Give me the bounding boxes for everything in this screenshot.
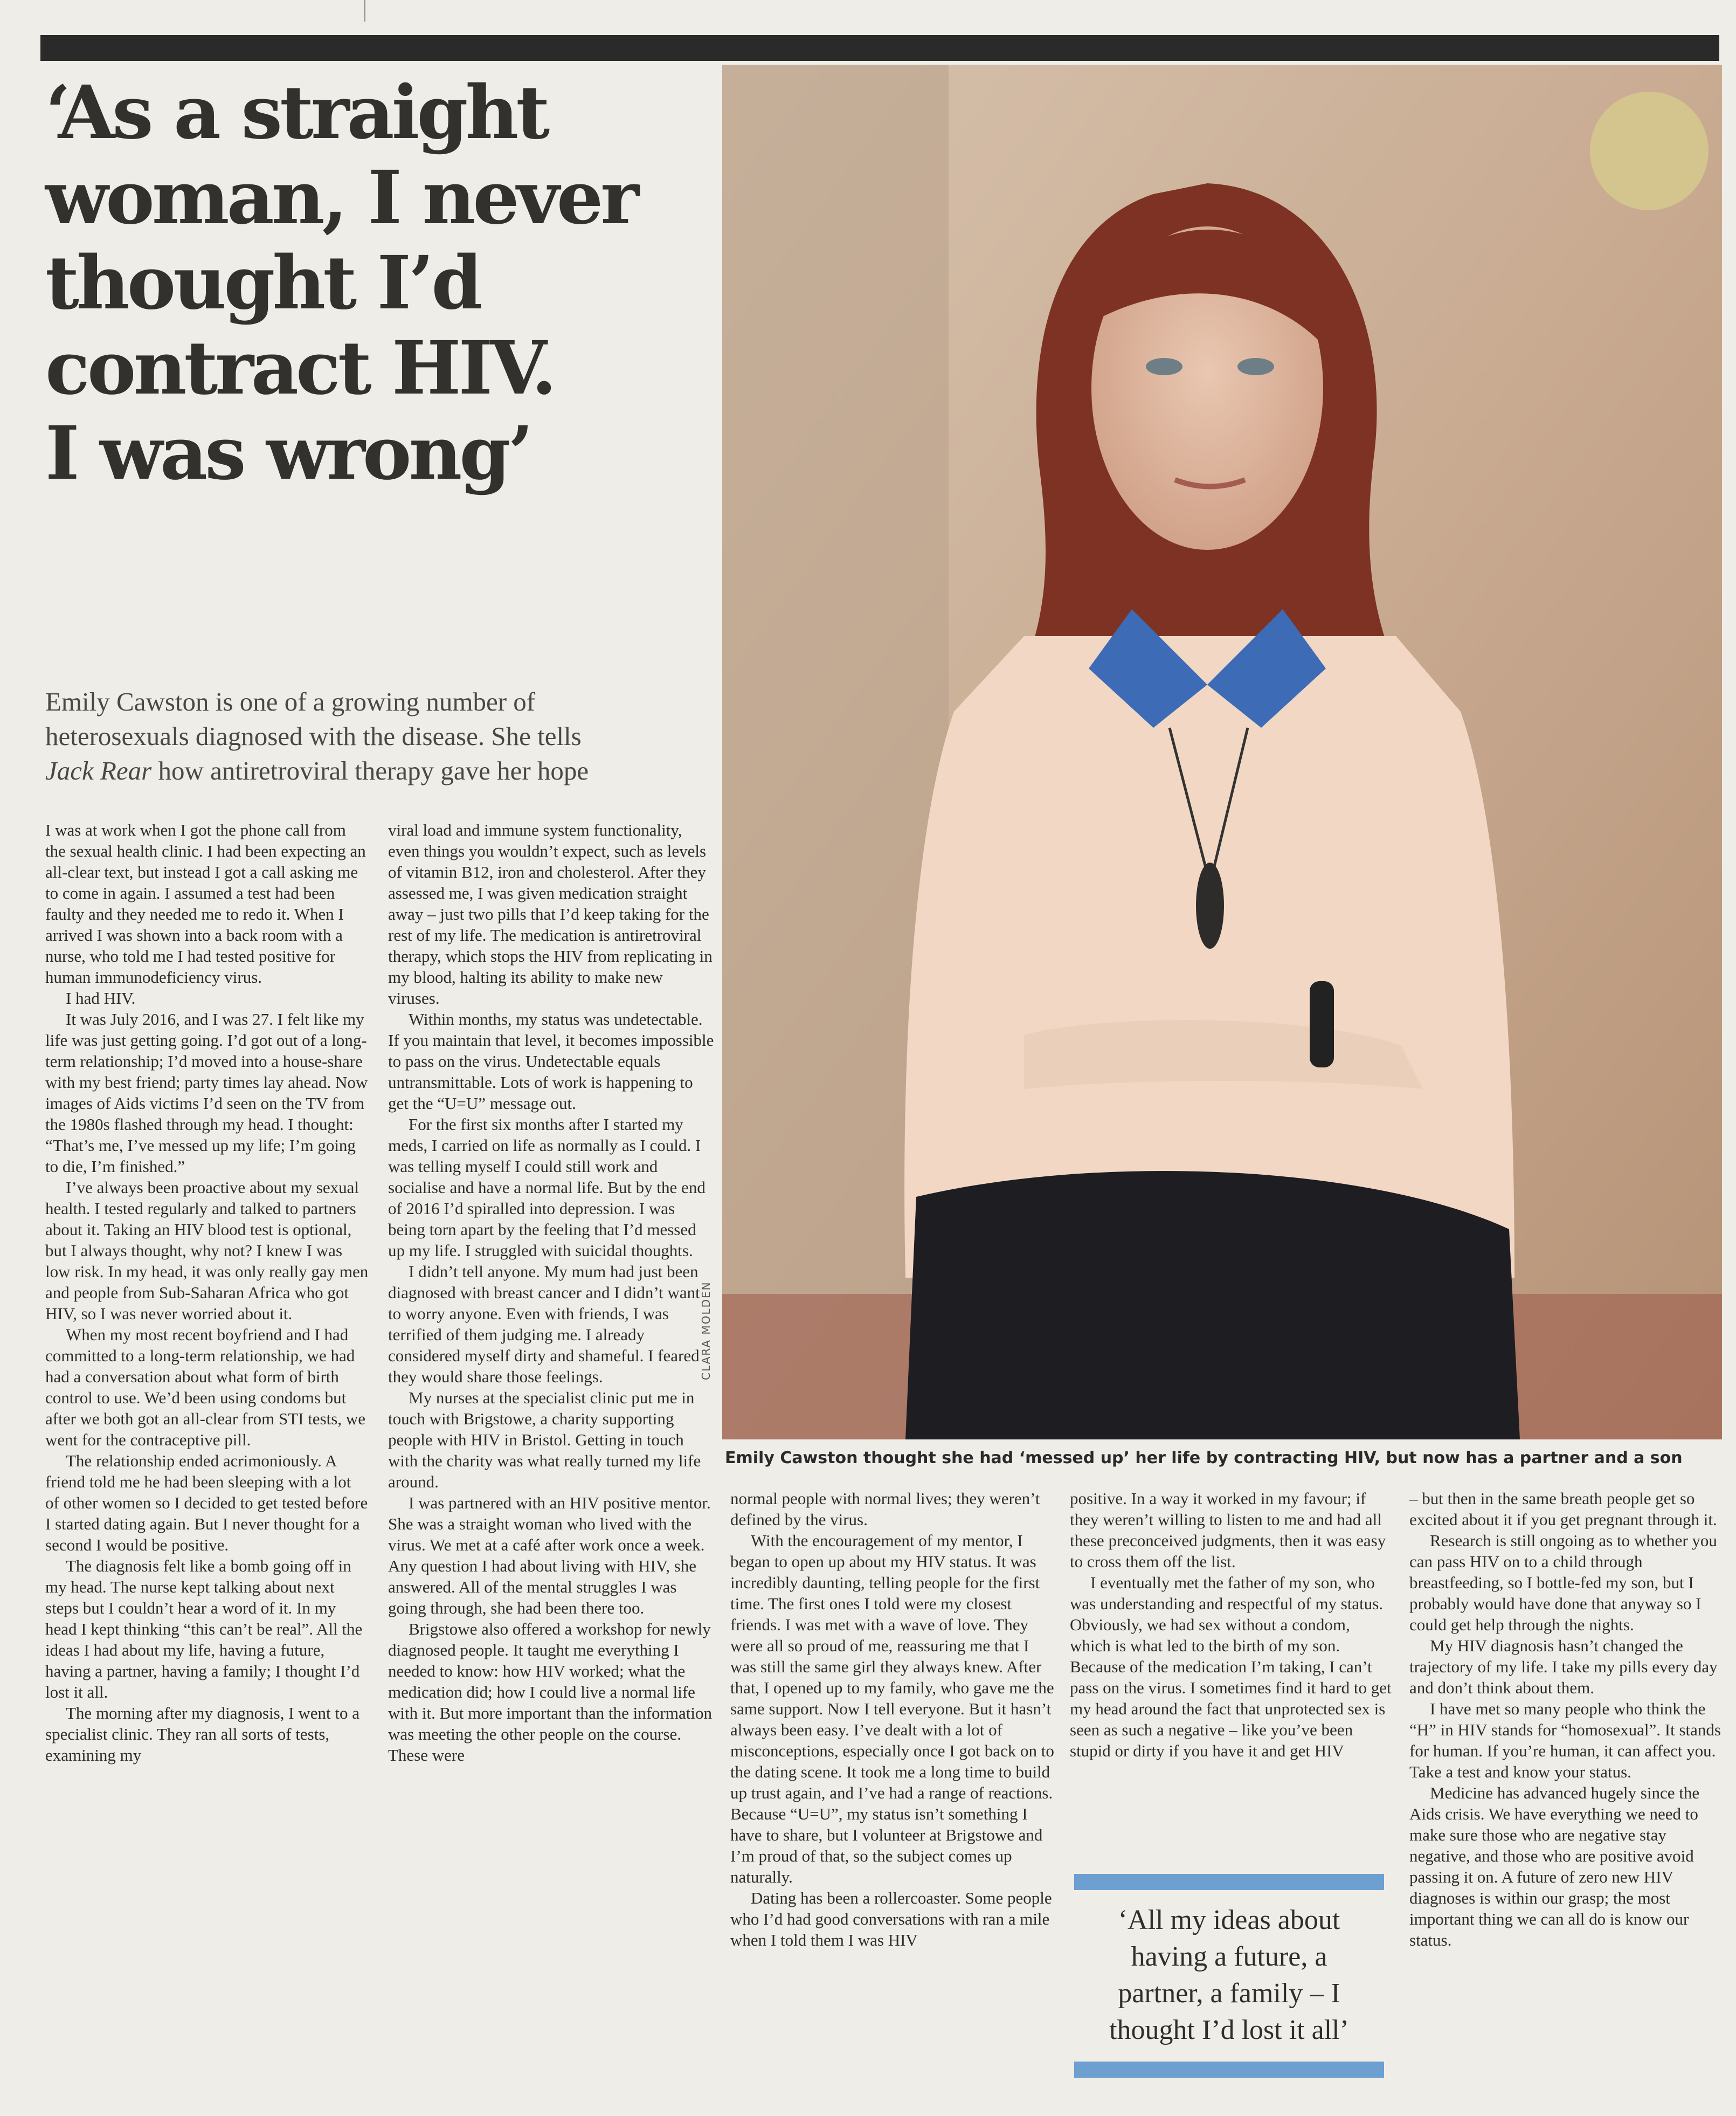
headline-line: I was wrong’ bbox=[45, 410, 531, 497]
author-name: Jack Rear bbox=[45, 756, 152, 785]
article-column-5 bbox=[1409, 1488, 1722, 1950]
photo-caption: Emily Cawston thought she had ‘messed up’ her life by contracting HIV, but now has a partner and a son bbox=[725, 1449, 1683, 1467]
paragraph: For the first six months after I started my meds, I carried on life as normally as I could. I was telling myself I could still work and socialise and have a normal life. But by the end of 2016 I’d spiralled into depression. I was being torn apart by the feeling that I’d messed up my life. I struggled with suicidal thoughts. bbox=[388, 1115, 706, 1260]
pull-quote bbox=[1074, 1874, 1384, 2078]
article-column-2 bbox=[388, 819, 714, 1766]
paragraph: The diagnosis felt like a bomb going off in my head. The nurse kept talking about next steps but I couldn’t hear a word of it. In my head I kept thinking “this can’t be real”. All the ideas I had about my life, having a future, having a partner, having a family; I thought I’d lost it all. bbox=[45, 1556, 363, 1701]
paragraph: I had HIV. bbox=[66, 989, 136, 1008]
paragraph: Medicine has advanced hugely since the Aids crisis. We have everything we need to make sure those who are negative stay negative, and those who are positive avoid passing it on. A future of zero new HIV diagnoses is within our grasp; the most important thing we can all do is know our status. bbox=[1409, 1783, 1700, 1949]
paragraph: viral load and immune system functionality, even things you wouldn’t expect, such as levels of vitamin B12, iron and cholesterol. After they assessed me, I was given medication straight away – just two pills that I’d keep taking for the rest of my life. The medication is antiretroviral therapy, which stops the HIV from replicating in my blood, halting its ability to make new viruses. bbox=[388, 821, 713, 1008]
paragraph: My HIV diagnosis hasn’t changed the trajectory of my life. I take my pills every day and don’t think about them. bbox=[1409, 1636, 1718, 1697]
standfirst bbox=[45, 685, 714, 788]
article-column-4 bbox=[1070, 1488, 1393, 1761]
paragraph: When my most recent boyfriend and I had committed to a long-term relationship, we had had a conversation about what form of birth control to use. We’d been using condoms but after we both got an all-clear from STI tests, we went for the contraceptive pill. bbox=[45, 1325, 365, 1449]
paragraph: My nurses at the specialist clinic put me in touch with Brigstowe, a charity supporting people with HIV in Bristol. Getting in touch with the charity was what really turned my life around. bbox=[388, 1388, 701, 1491]
portrait-photo bbox=[722, 65, 1722, 1439]
headline-line: woman, I never bbox=[45, 155, 637, 241]
article-column-3 bbox=[730, 1488, 1056, 1950]
article-column-1 bbox=[45, 819, 369, 1766]
standfirst-line: heterosexuals diagnosed with the disease. She tells bbox=[45, 721, 582, 751]
headline-line: contract HIV. bbox=[45, 325, 555, 411]
pull-quote-line: having a future, a bbox=[1131, 1941, 1327, 1972]
paragraph: I was at work when I got the phone call from the sexual health clinic. I had been expecting an all-clear text, but instead I got a call asking me to come in again. I assumed a test had been faulty and they needed me to redo it. When I arrived I was shown into a back room with a nurse, who told me I had tested positive for human immunodeficiency virus. bbox=[45, 821, 366, 987]
column-rule-top bbox=[364, 0, 365, 22]
paragraph: I have met so many people who think the “H” in HIV stands for “homosexual”. It stands for human. If you’re human, it can affect you. Take a test and know your status. bbox=[1409, 1699, 1721, 1781]
paragraph: The morning after my diagnosis, I went to a specialist clinic. They ran all sorts of tests, examining my bbox=[45, 1704, 359, 1765]
paragraph: The relationship ended acrimoniously. A friend told me he had been sleeping with a lot of other women so I decided to get tested before I started dating again. But I never thought for a second I would be positive. bbox=[45, 1451, 368, 1554]
pull-quote-line: thought I’d lost it all’ bbox=[1109, 2015, 1349, 2045]
paragraph: Within months, my status was undetectable. If you maintain that level, it becomes impossible to pass on the virus. Undetectable equals untransmittable. Lots of work is happening to get the “U=U” message out. bbox=[388, 1010, 714, 1113]
paragraph: I eventually met the father of my son, who was understanding and respectful of my status. Obviously, we had sex without a condom, which is what led to the birth of my son. Because of the medication I’m taking, I can’t pass on the virus. I sometimes find it hard to get my head around the fact that unprotected sex is seen as such a negative – like you’ve been stupid or dirty if you have it and get HIV bbox=[1070, 1573, 1392, 1760]
paragraph: I didn’t tell anyone. My mum had just been diagnosed with breast cancer and I didn’t want to worry anyone. Even with friends, I was terrified of them judging me. I already considered myself dirty and shameful. I feared they would share those feelings. bbox=[388, 1262, 700, 1386]
paragraph: Research is still ongoing as to whether you can pass HIV on to a child through breastfeeding, so I bottle-fed my son, but I probably would have done that anyway so I could get help through the nights. bbox=[1409, 1531, 1717, 1634]
paragraph: I was partnered with an HIV positive mentor. She was a straight woman who lived with the virus. We met at a café after work once a week. Any question I had about living with HIV, she answered. All of the mental struggles I was going through, she had been there too. bbox=[388, 1493, 711, 1617]
paragraph: It was July 2016, and I was 27. I felt like my life was just getting going. I’d got out of a long-term relationship; I’d moved into a house-share with my best friend; party times lay ahead. Now images of Aids victims I’d seen on the TV from the 1980s flashed through my head. I thought: “That’s me, I’ve messed up my life; I’m going to die, I’m finished.” bbox=[45, 1010, 368, 1176]
paragraph: – but then in the same breath people get so excited about it if you get pregnant through it. bbox=[1409, 1489, 1717, 1529]
paragraph: I’ve always been proactive about my sexual health. I tested regularly and talked to partners about it. Taking an HIV blood test is optional, but I always thought, why not? I knew I was low risk. In my head, it was only really gay men and people from Sub-Saharan Africa who got HIV, so I was never worried about it. bbox=[45, 1178, 369, 1323]
standfirst-line-rest: how antiretroviral therapy gave her hope bbox=[151, 756, 589, 785]
headline-line: ‘As a straight bbox=[45, 70, 548, 156]
paragraph: positive. In a way it worked in my favour; if they weren’t willing to listen to me and had all these preconceived judgments, then it was easy to cross them off the list. bbox=[1070, 1489, 1386, 1571]
standfirst-line: Emily Cawston is one of a growing number of bbox=[45, 687, 536, 716]
paragraph: Dating has been a rollercoaster. Some people who I’d had good conversations with ran a mile when I told them I was HIV bbox=[730, 1888, 1052, 1949]
paragraph: normal people with normal lives; they weren’t defined by the virus. bbox=[730, 1489, 1040, 1529]
paragraph: With the encouragement of my mentor, I began to open up about my HIV status. It was incredibly daunting, telling people for the first time. The first ones I told were my closest friends. I was met with a wave of love. They were all so proud of me, reassuring me that I was still the same girl they always knew. After that, I opened up to my family, who gave me the same support. Now I tell everyone. But it hasn’t always been easy. I’ve dealt with a lot of misconceptions, especially once I got back on to the dating scene. It took me a long time to build up trust again, and I’ve had a range of reactions. Because “U=U”, my status isn’t something I have to share, but I volunteer at Brigstowe and I’m proud of that, so the subject comes up naturally. bbox=[730, 1531, 1054, 1886]
paragraph: Brigstowe also offered a workshop for newly diagnosed people. It taught me everything I needed to know: how HIV worked; what the medication did; how I could live a normal life with it. But more important than the information was meeting the other people on the course. These were bbox=[388, 1619, 712, 1765]
pull-quote-line: ‘All my ideas about bbox=[1118, 1905, 1340, 1935]
headline bbox=[45, 70, 714, 496]
headline-line: thought I’d bbox=[45, 240, 480, 326]
standfirst-line bbox=[45, 754, 714, 788]
pull-quote-line: partner, a family – I bbox=[1118, 1978, 1340, 2009]
top-rule-bar bbox=[40, 35, 1719, 61]
photo-credit: CLARA MOLDEN bbox=[700, 1281, 713, 1380]
